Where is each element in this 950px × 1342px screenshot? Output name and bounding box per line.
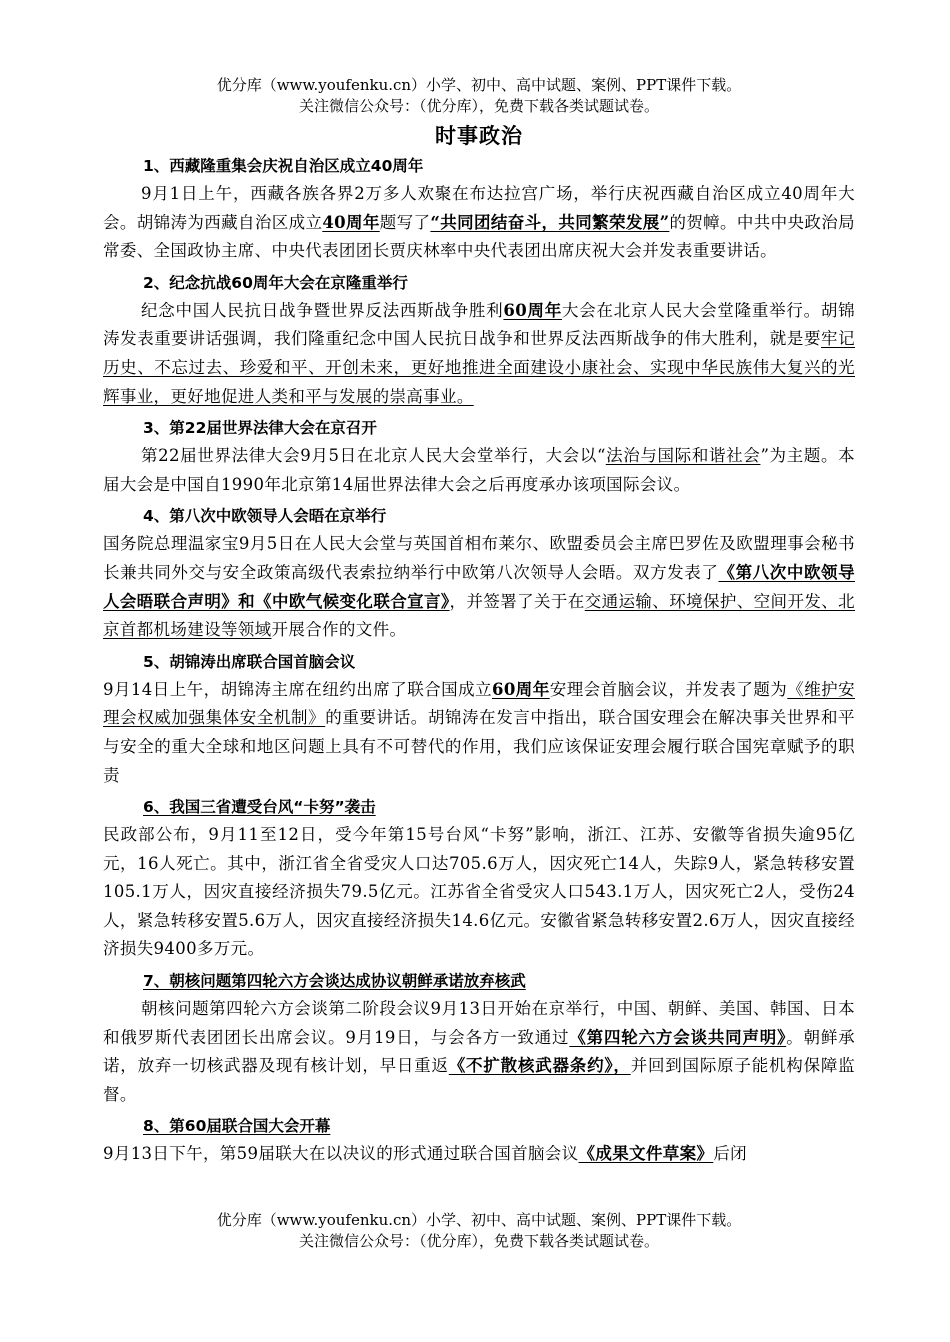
body-text: 的重要讲话。胡锦涛在发言中指出，联合国安理会在解决事关世界和平与安全的重大全球和地区问题上具有不可替代的作用，我们应该保证安理会履行联合国宪章赋予的职责 [103,708,855,785]
body-text: 题写了 [379,212,431,232]
body-text: 国务院总理温家宝9月5日在人民大会堂与英国首相布莱尔、欧盟委员会主席巴罗佐及欧盟理事会秘书长兼共同外交与安全政策高级代表索拉纳举行中欧第八次领导人会晤。双方发表了 [103,534,855,582]
header-line-1: 优分库（www.youfenku.cn）小学、初中、高中试题、案例、PPT课件下载。 [216,76,742,94]
section-heading [103,269,855,297]
footer-line-2: 关注微信公众号：（优分库），免费下载各类试题试卷。 [298,1232,659,1250]
section-heading-text: 3、第22届世界法律大会在京召开 [143,419,377,438]
body-text: 纪念中国人民抗日战争暨世界反法西斯战争胜利 [141,300,504,320]
body-text: 后闭 [713,1144,748,1164]
section-body [103,676,855,790]
body-text: 大会在北京人民大会堂隆重举行。胡锦涛发表重要讲话强调，我们隆重纪念中国人民抗日战争和世界反法西斯战争的伟大胜利，就是要 [103,300,855,349]
emphasized-text: 《第八次中欧领导人会晤联合声明》和《中欧气候变化联合宣言》 [103,562,855,611]
body-text: 9月14日上午，胡锦涛主席在纽约出席了联合国成立 [103,679,493,699]
document-page [103,0,855,1172]
body-text: 第22届世界法律大会9月5日在北京人民大会堂举行，大会以“ [141,446,606,466]
emphasized-text: 法治与国际和谐社会 [605,446,761,466]
section-heading-text: 5、胡锦涛出席联合国首脑会议 [143,652,356,671]
section-heading [103,1112,855,1140]
emphasized-text: “共同团结奋斗，共同繁荣发展” [430,212,670,232]
section-body [103,442,855,499]
section-heading [103,414,855,442]
section-heading [103,793,855,821]
emphasized-text: 《维护安理会权威加强集体安全机制》 [103,679,855,728]
emphasized-text: 《第四轮六方会谈共同声明》 [569,1027,787,1047]
body-text: 开展合作的文件。 [271,620,407,640]
emphasized-text: 40周年 [322,212,380,232]
body-text: 朝核问题第四轮六方会谈第二阶段会议9月13日开始在京举行，中国、朝鲜、美国、韩国、日本和俄罗斯代表团团长出席会议。9月19日，与会各方一致通过 [103,999,855,1047]
section-heading-text: 8、第60届联合国大会开幕 [143,1117,331,1136]
body-text: 。朝鲜承诺，放弃一切核武器及现有核计划，早日重返 [103,1027,855,1076]
body-text: 9月1日上午，西藏各族各界2万多人欢聚在布达拉宫广场，举行庆祝西藏自治区成立40周年大会。胡锦涛为西藏自治区成立 [103,184,855,232]
header-line-2: 关注微信公众号：（优分库），免费下载各类试题试卷。 [298,97,659,115]
emphasized-text: 60周年 [492,679,550,699]
section-body [103,1140,855,1169]
section-heading-text: 6、我国三省遭受台风“卡努”袭击 [143,798,376,817]
section-heading [103,967,855,995]
body-text: 民政部公布，9月11至12日，受今年第15号台风“卡努”影响，浙江、江苏、安徽等省损失逾95亿元，16人死亡。其中，浙江省全省受灾人口达705.6万人，因灾死亡14人，失踪9人，紧急转移安置105.1万人，因灾直接经济损失79.5亿元。江苏省全省受灾人口543.1万人，因灾死亡2人，受伤24人，紧急转移安置5.6万人，因灾直接经济损失14.6亿元。安徽省紧急转移安置2.6万人，因灾直接经济损失9400多万元。 [103,825,855,959]
body-text: 安理会首脑会议，并发表了题为 [549,679,788,699]
emphasized-text: 交通运输、环境保护、空间开发、北京首都机场建设等领域 [103,591,855,640]
page-title: 时事政治 [435,124,523,148]
body-text: ”为主题。本届大会是中国自1990年北京第14届世界法律大会之后再度承办该项国际会议。 [103,446,856,494]
section-heading-text: 4、第八次中欧领导人会晤在京举行 [143,507,387,526]
body-text: 9月13日下午，第59届联大在以决议的形式通过联合国首脑会议 [103,1144,579,1164]
section-body [103,180,855,266]
section-body [103,995,855,1109]
body-text: ，并签署了关于在 [449,591,585,611]
news-sections [103,152,855,1169]
section-body [103,297,855,411]
emphasized-text: 《成果文件草案》 [578,1144,714,1164]
section-heading-text: 7、朝核问题第四轮六方会谈达成协议朝鲜承诺放弃核武 [143,972,526,991]
section-body [103,530,855,644]
body-text: 的贺幛。中共中央政治局常委、全国政协主席、中央代表团团长贾庆林率中央代表团出席庆祝大会并发表重要讲话。 [103,212,855,261]
body-text: 并回到国际原子能机构保障监督。 [103,1056,855,1104]
section-heading [103,648,855,676]
page-footer [103,1210,855,1252]
section-body [103,821,855,964]
emphasized-text: 《不扩散核武器条约》， [448,1056,631,1076]
footer-line-1: 优分库（www.youfenku.cn）小学、初中、高中试题、案例、PPT课件下载。 [216,1211,742,1229]
section-heading [103,502,855,530]
section-heading-text: 1、西藏隆重集会庆祝自治区成立40周年 [143,157,424,175]
emphasized-text: 60周年 [503,300,563,320]
emphasized-text: 牢记历史、不忘过去、珍爱和平、开创未来，更好地推进全面建设小康社会、实现中华民族伟大复兴的光辉事业，更好地促进人类和平与发展的崇高事业。 [103,329,855,406]
section-heading-text: 2、纪念抗战60周年大会在京隆重举行 [143,273,408,292]
section-heading [103,152,855,180]
